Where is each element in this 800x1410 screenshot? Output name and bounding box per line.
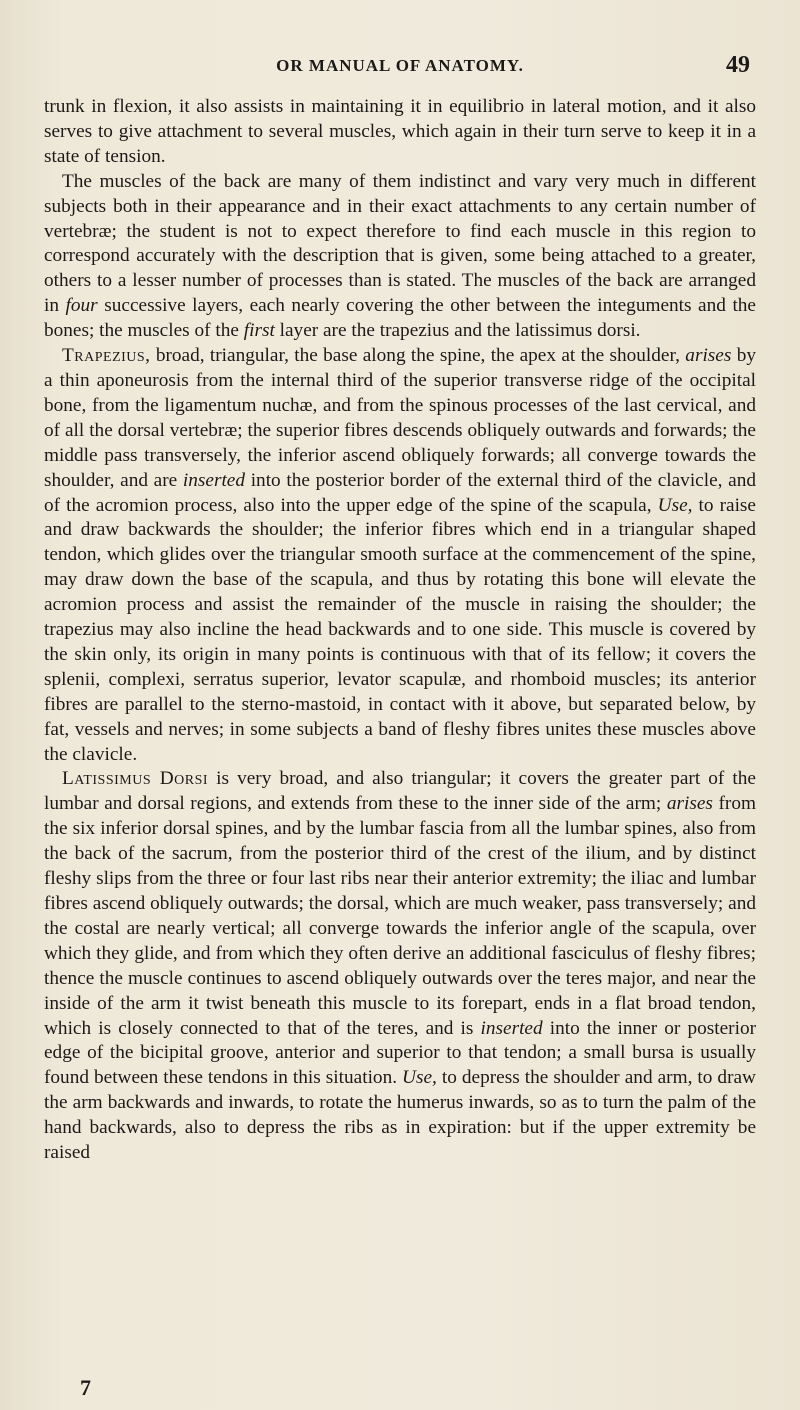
signature-mark: 7 [80,1375,91,1400]
running-head: OR MANUAL OF ANATOMY. [276,56,524,75]
paragraph-latissimus-dorsi [44,767,756,1166]
text-run: is very broad, and also triangular; it covers the greater part of the lumbar and dorsal regions, and extends from these to the inner side of the arm; [44,768,756,815]
text-run: layer are the trapezius and the latissimus dorsi. [274,320,641,342]
italic-text: arises [685,345,732,367]
text-run: by a thin aponeurosis from the internal third of the superior transverse ridge of the occipital bone, from the ligamentum nuchæ, and from the spinous processes of the last cervical, and of all the dorsal vertebræ; the superior fibres descends obliquely outwards and forwards; the middle pass transversely, the inferior ascend obliquely forwards; all converge towards the shoulder, and are [44,345,756,491]
paragraph-trapezius [44,344,756,767]
italic-text: inserted [182,469,246,491]
italic-text: four [65,295,98,317]
italic-text: arises [666,793,713,815]
text-run: into the posterior border of the external third of the clavicle, and of the acromion process, also into the upper edge of the spine of the scapula, [44,469,756,516]
body-text [44,95,756,1166]
muscle-heading: Trapezius, [62,345,151,367]
paragraph-muscles-of-back [44,170,756,344]
text-run: to raise and draw backwards the shoulder; the inferior fibres which end in a triangular shaped tendon, which glides over the triangular smooth surface at the commencement of the spine, may draw down the base of the scapula, and thus by rotating this bone will elevate the acromion process and assist the remainder of the muscle in raising the shoulder; the trapezius may also incline the head backwards and to one side. This muscle is covered by the skin only, its origin in many points is continuous with that of its fellow; it covers the splenii, complexi, serratus superior, levator scapulæ, and rhomboid muscles; its anterior fibres are parallel to the sterno-mastoid, in contact with it above, but separated below, by fat, vessels and nerves; in some subjects a band of fleshy fibres unites these muscles above the clavicle. [44,494,756,765]
text-run: broad, triangular, the base along the spine, the apex at the shoulder, [150,345,686,367]
italic-text: Use, [657,494,693,516]
page-header [40,52,760,82]
italic-text: inserted [480,1017,543,1039]
italic-text: Use, [402,1067,437,1089]
paragraph-continuation [44,95,756,170]
text-run: The muscles of the back are many of them indistinct and vary very much in different subjects both in their appearance and in their exact attachments to any certain number of vertebræ; the student is not to expect therefore to find each muscle in this region to correspond accurately with the description that is given, some being attached to a greater, others to a lesser number of processes than is stated. The muscles of the back are arranged in [44,170,756,317]
text-run: successive layers, each nearly covering the other between the integuments and the bones; the muscles of the [44,295,756,342]
text-run: from the six inferior dorsal spines, and by the lumbar fascia from all the lumbar spines, also from the back of the sacrum, from the posterior third of the crest of the ilium, and by distinct fleshy slips from the three or four last ribs near their anterior extremity; the iliac and lumbar fibres ascend obliquely outwards; the dorsal, which are much weaker, pass transversely; and the costal are nearly vertical; all converge towards the inferior angle of the scapula, over which they glide, and from which they often derive an additional fasciculus of fleshy fibres; thence the muscle continues to ascend obliquely outwards over the teres major, and near the inside of the arm it twist beneath this muscle to its forepart, ends in a flat broad tendon, which is closely connected to that of the teres, and is [44,793,756,1039]
muscle-heading: Latissimus Dorsi [62,768,209,790]
paragraph-text: trunk in flexion, it also assists in maintaining it in equilibrio in lateral motion, and it also serves to give attachment to several muscles, which again in their turn serve to keep it in a state of tension. [44,96,756,167]
text-run: into the inner or posterior edge of the bicipital groove, anterior and superior to that tendon; a small bursa is usually found between these tendons in this situation. [44,1017,757,1089]
text-run: to depress the shoulder and arm, to draw the arm backwards and inwards, to rotate the humerus inwards, so as to turn the palm of the hand backwards, also to depress the ribs as in expiration: but if the upper extremity be raised [44,1067,756,1164]
page-number: 49 [726,52,750,78]
italic-text: first [243,320,275,342]
